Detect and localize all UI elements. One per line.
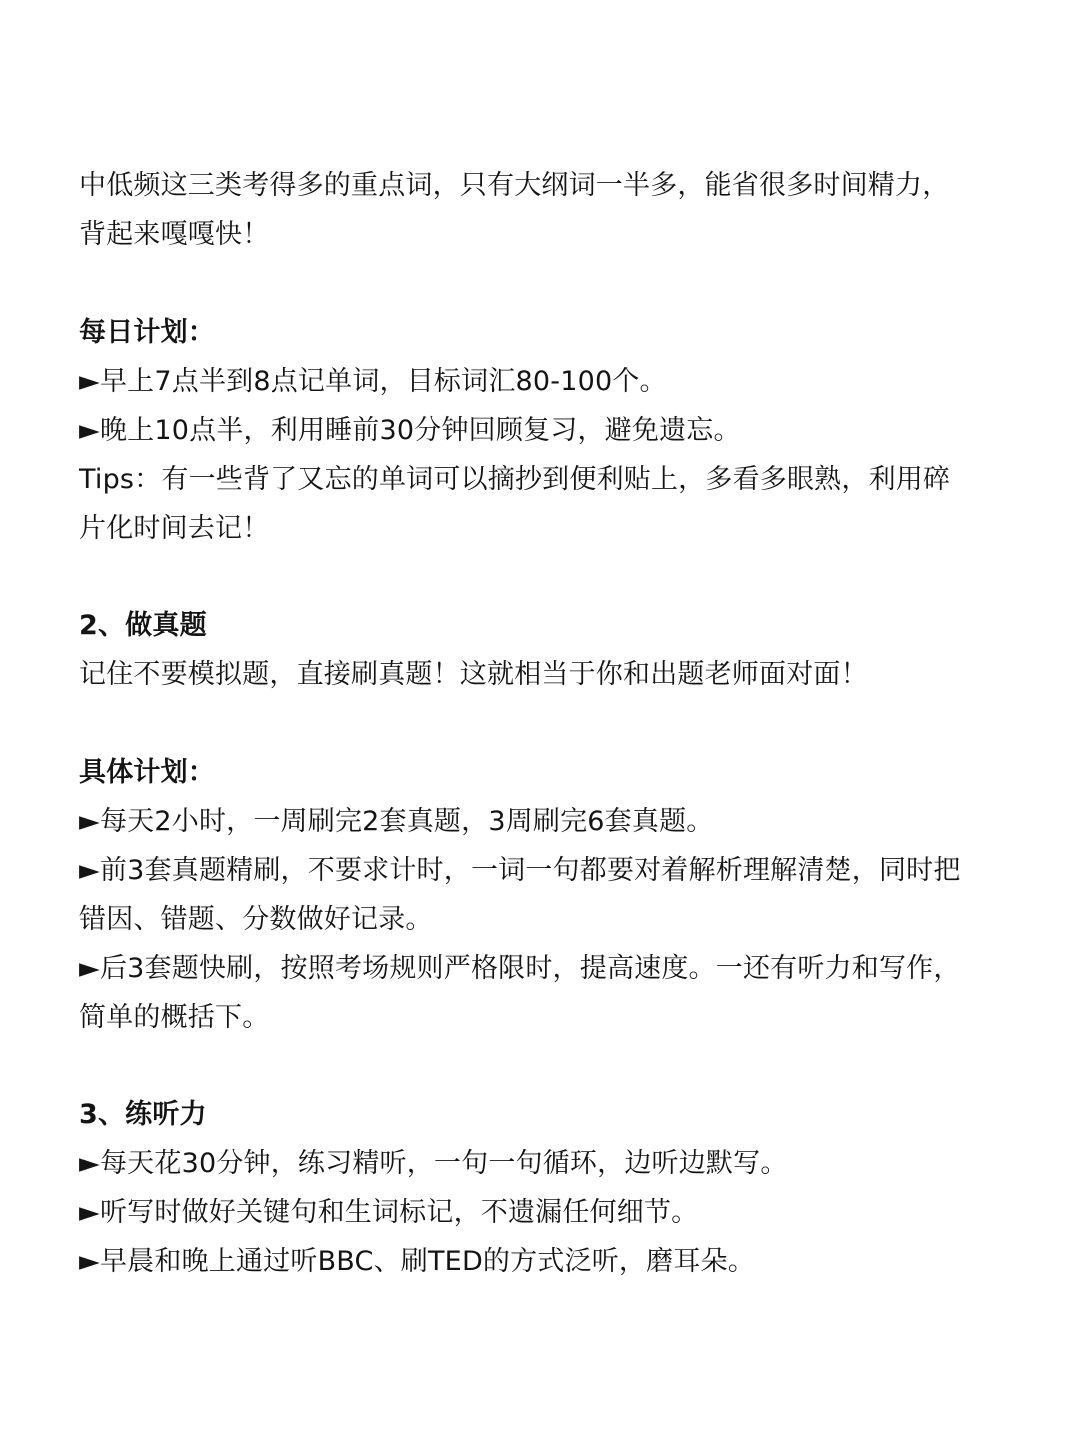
bullet-item: ►晚上10点半，利用睡前30分钟回顾复习，避免遗忘。 — [79, 415, 741, 446]
bullet-item-continued: 简单的概括下。 — [79, 1002, 270, 1033]
bullet-item-continued: 错因、错题、分数做好记录。 — [79, 904, 433, 935]
section-heading-specific-plan: 具体计划： — [79, 757, 215, 788]
bullet-item: ►每天2小时，一周刷完2套真题，3周刷完6套真题。 — [79, 806, 714, 837]
tips-line: 片化时间去记！ — [79, 513, 270, 544]
section-heading-listening: 3、练听力 — [79, 1099, 207, 1130]
bullet-item: ►前3套真题精刷，不要求计时，一词一句都要对着解析理解清楚，同时把 — [79, 855, 961, 886]
bullet-item: ►每天花30分钟，练习精听，一句一句循环，边听边默写。 — [79, 1148, 788, 1179]
paragraph-line: 中低频这三类考得多的重点词，只有大纲词一半多，能省很多时间精力， — [79, 170, 950, 201]
bullet-item: ►早上7点半到8点记单词，目标词汇80-100个。 — [79, 366, 667, 397]
paragraph-line: 背起来嘎嘎快！ — [79, 219, 270, 250]
bullet-item: ►早晨和晚上通过听BBC、刷TED的方式泛听，磨耳朵。 — [79, 1246, 755, 1277]
section-heading-past-papers: 2、做真题 — [79, 610, 207, 641]
bullet-item: ►后3套题快刷，按照考场规则严格限时，提高速度。一还有听力和写作， — [79, 953, 961, 984]
bullet-item: ►听写时做好关键句和生词标记，不遗漏任何细节。 — [79, 1197, 699, 1228]
section-heading-daily-plan: 每日计划： — [79, 317, 215, 348]
tips-line: Tips：有一些背了又忘的单词可以摘抄到便利贴上，多看多眼熟，利用碎 — [79, 464, 951, 495]
paragraph-line: 记住不要模拟题，直接刷真题！这就相当于你和出题老师面对面！ — [79, 659, 868, 690]
